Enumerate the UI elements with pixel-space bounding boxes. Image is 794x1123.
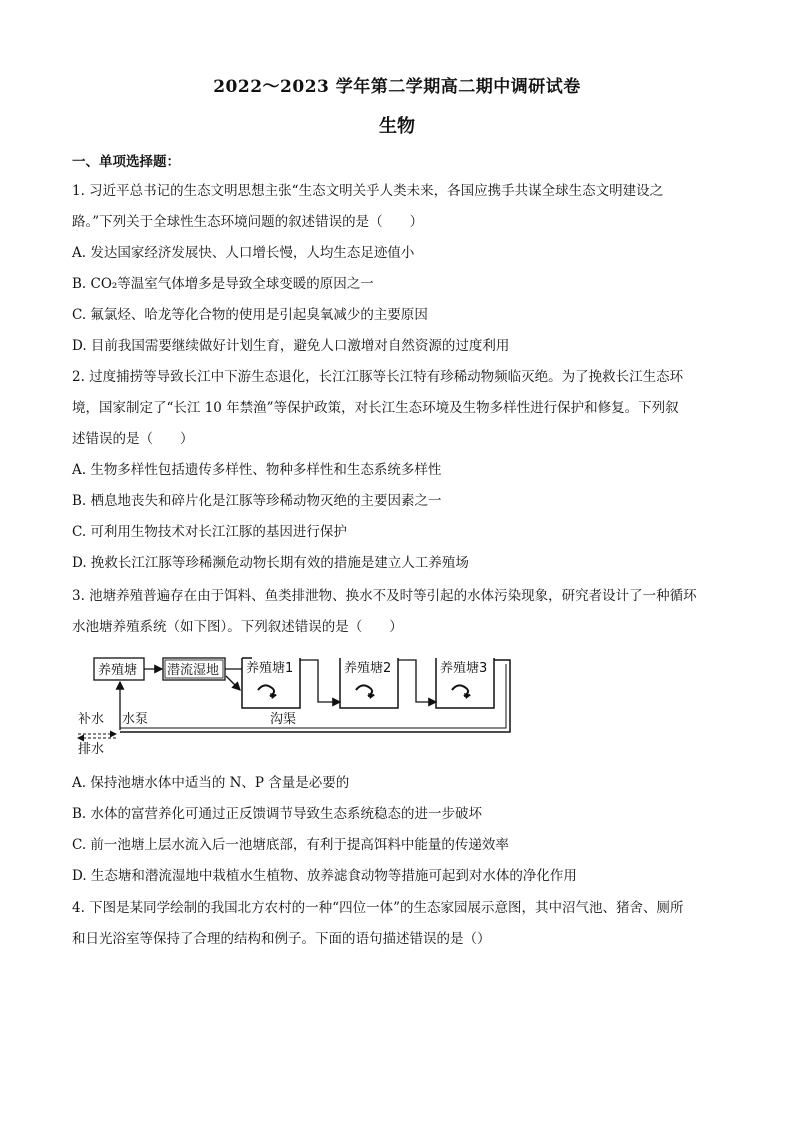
question-2-option-b: B. 栖息地丧失和碎片化是江豚等珍稀动物灭绝的主要因素之一 <box>72 493 442 509</box>
question-1-stem-line-2: 路。”下列关于全球性生态环境问题的叙述错误的是（ ） <box>72 214 424 230</box>
ditch-label: 沟渠 <box>270 712 297 727</box>
refill-label: 补水 <box>78 712 105 727</box>
question-2-stem-line-1: 2. 过度捕捞等导致长江中下游生态退化，长江江豚等长江特有珍稀动物频临灭绝。为了挽救长江生态环 <box>72 369 684 385</box>
pond-3-label: 养殖塘3 <box>440 661 488 676</box>
pump-label: 水泵 <box>122 712 149 727</box>
question-3-option-b: B. 水体的富营养化可通过正反馈调节导致生态系统稳态的进一步破坏 <box>72 806 483 822</box>
flow-arrow <box>398 660 436 702</box>
question-2-stem-line-2: 境，国家制定了“长江 10 年禁渔”等保护政策，对长江生态环境及生物多样性进行保护和修复。下列叙 <box>72 400 679 416</box>
question-3-option-c: C. 前一池塘上层水流入后一池塘底部，有利于提高饵料中能量的传递效率 <box>72 837 509 853</box>
question-4-stem-line-1: 4. 下图是某同学绘制的我国北方农村的一种“四位一体”的生态家园展示意图，其中沼气池、猪舍、厕所 <box>72 900 684 916</box>
question-4-stem-line-2: 和日光浴室等保持了合理的结构和例子。下面的语句描述错误的是（） <box>72 931 491 947</box>
question-2-stem-line-3: 述错误的是（ ） <box>72 431 194 447</box>
question-3-stem-line-1: 3. 池塘养殖普遍存在由于饵料、鱼类排泄物、换水不及时等引起的水体污染现象，研究者设计了一种循环 <box>72 588 697 604</box>
subject-title: 生物 <box>379 116 415 137</box>
pond-system-diagram <box>74 652 514 758</box>
question-3-option-d: D. 生态塘和潜流湿地中栽植水生植物、放养滤食动物等措施可起到对水体的净化作用 <box>72 868 577 884</box>
main-pond-label: 养殖塘 <box>98 663 138 678</box>
question-2-option-c: C. 可利用生物技术对长江江豚的基因进行保护 <box>72 524 347 540</box>
pond-1-label: 养殖塘1 <box>246 661 294 676</box>
question-3-option-a: A. 保持池塘水体中适当的 N、P 含量是必要的 <box>72 775 350 791</box>
flow-arrow <box>226 676 240 690</box>
wetland-label: 潜流湿地 <box>167 663 220 678</box>
flow-arrow <box>300 660 340 702</box>
drain-label: 排水 <box>78 742 105 757</box>
question-1-option-a: A. 发达国家经济发展快、人口增长慢，人均生态足迹值小 <box>72 245 415 261</box>
question-1-option-c: C. 氟氯烃、哈龙等化合物的使用是引起臭氧减少的主要原因 <box>72 307 428 323</box>
question-2-option-a: A. 生物多样性包括遗传多样性、物种多样性和生态系统多样性 <box>72 462 442 478</box>
pond-2-label: 养殖塘2 <box>344 661 392 676</box>
question-1-stem-line-1: 1. 习近平总书记的生态文明思想主张“生态文明关乎人类未来，各国应携手共谋全球生态文明建设之 <box>72 183 664 199</box>
question-2-option-d: D. 挽救长江江豚等珍稀濒危动物长期有效的措施是建立人工养殖场 <box>72 555 469 571</box>
question-1-option-b: B. CO₂等温室气体增多是导致全球变暖的原因之一 <box>72 276 374 292</box>
exam-title: 2022～2023 学年第二学期高二期中调研试卷 <box>213 77 581 97</box>
question-3-stem-line-2: 水池塘养殖系统（如下图）。下列叙述错误的是（ ） <box>72 619 403 635</box>
section-heading: 一、单项选择题： <box>72 154 180 170</box>
question-1-option-d: D. 目前我国需要继续做好计划生育，避免人口激增对自然资源的过度利用 <box>72 338 510 354</box>
